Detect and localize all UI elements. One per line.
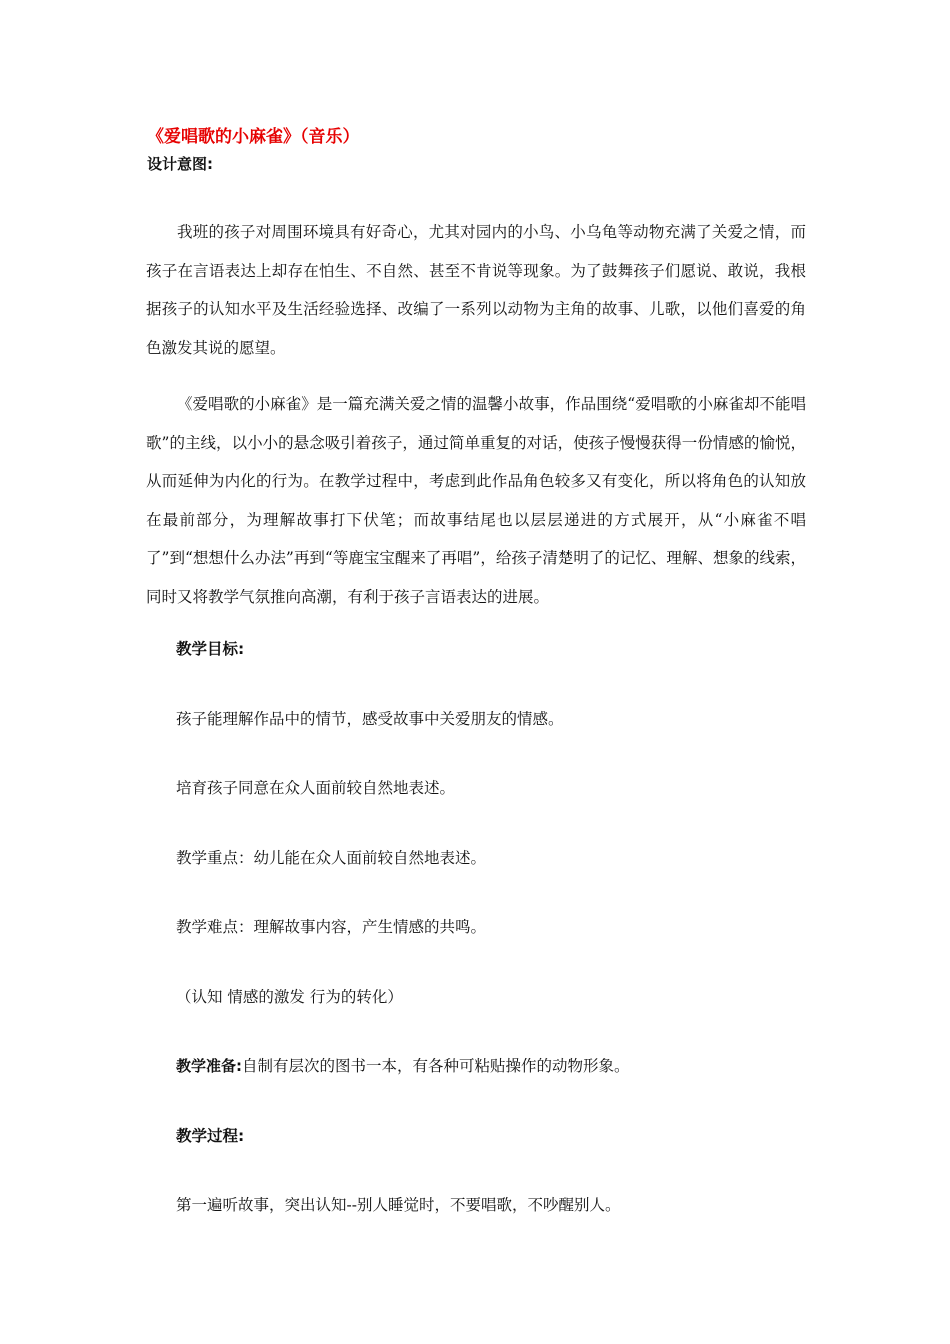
process-step: 第一遍听故事，突出认知--别人睡觉时，不要唱歌，不吵醒别人。	[176, 1196, 621, 1214]
preparation-label: 教学准备:	[176, 1057, 242, 1075]
intro-paragraph: 我班的孩子对周围环境具有好奇心，尤其对园内的小鸟、小乌龟等动物充满了关爱之情，而孩子在言语表达上却存在怕生、不自然、甚至不肯说等现象。为了鼓舞孩子们愿说、敢说，我根据孩子的认知水平及生活经验选择、改编了一系列以动物为主角的故事、儿歌，以他们喜爱的角色激发其说的愿望。	[146, 223, 806, 357]
goal-item: 培育孩子同意在众人面前较自然地表述。	[176, 779, 456, 797]
document-title: 《爱唱歌的小麻雀》（音乐）	[147, 127, 360, 147]
teaching-goals-label: 教学目标:	[176, 640, 245, 658]
difficulty-line: 教学难点：理解故事内容，产生情感的共鸣。	[176, 918, 487, 936]
design-intent-label: 设计意图:	[147, 155, 213, 173]
key-point-line: 教学重点：幼儿能在众人面前较自然地表述。	[176, 849, 487, 867]
preparation-line	[176, 1054, 630, 1078]
preparation-text: 自制有层次的图书一本，有各种可粘贴操作的动物形象。	[242, 1057, 630, 1075]
process-label: 教学过程:	[176, 1127, 245, 1145]
goal-item: 孩子能理解作品中的情节，感受故事中关爱朋友的情感。	[176, 710, 564, 728]
story-paragraph: 《爱唱歌的小麻雀》是一篇充满关爱之情的温馨小故事，作品围绕“爱唱歌的小麻雀却不能唱歌”的主线，以小小的悬念吸引着孩子，通过简单重复的对话，使孩子慢慢获得一份情感的愉悦，从而延伸为内化的行为。在教学过程中，考虑到此作品角色较多又有变化，所以将角色的认知放在最前部分，为理解故事打下伏笔；而故事结尾也以层层递进的方式展开，从“小麻雀不唱了”到“想想什么办法”再到“等鹿宝宝醒来了再唱”，给孩子清楚明了的记忆、理解、想象的线索，同时又将教学气氛推向高潮，有利于孩子言语表达的进展。	[146, 395, 806, 606]
note-line: （认知 情感的激发 行为的转化）	[176, 988, 403, 1006]
